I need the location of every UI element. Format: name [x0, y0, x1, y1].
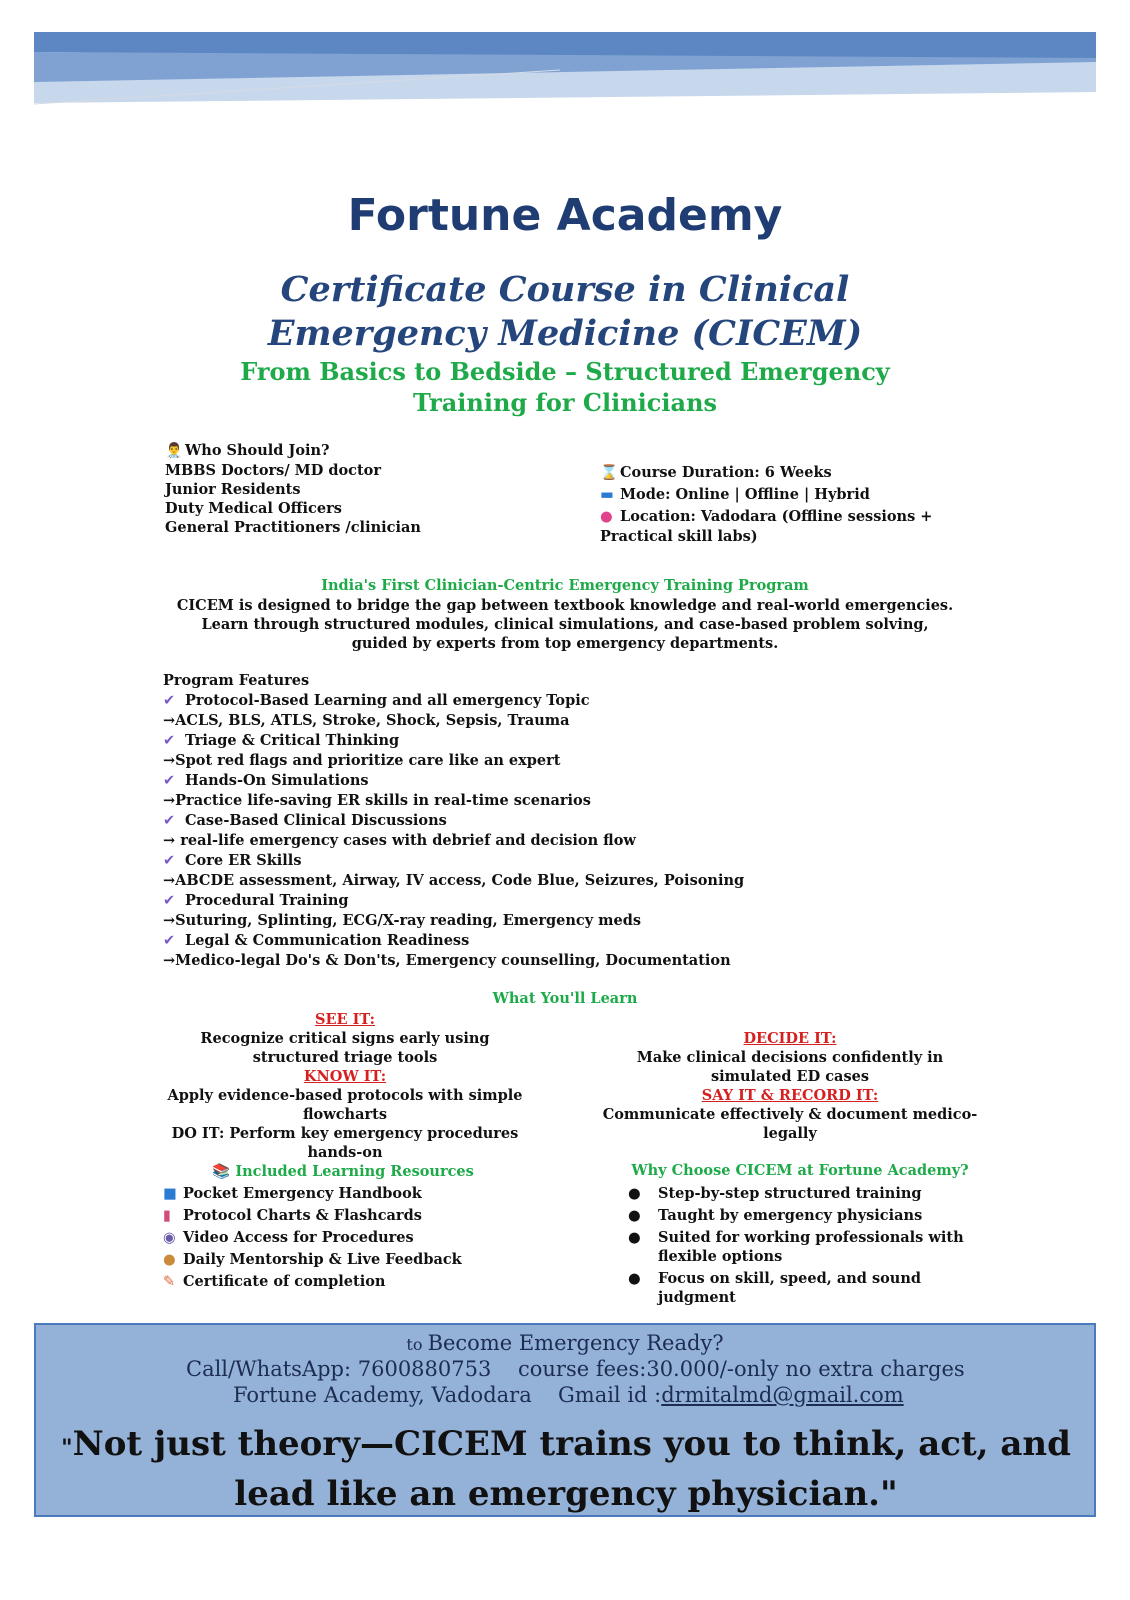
cta-fees: course fees:30.000/-only no extra charges: [518, 1357, 965, 1381]
feature-detail: Suturing, Splinting, ECG/X-ray reading, Emergency meds: [175, 912, 642, 929]
feature-detail-row: [163, 791, 863, 811]
duration-row: [600, 463, 980, 483]
why-choose: [620, 1161, 980, 1310]
know-it-text: Apply evidence-based protocols with simple flowcharts: [167, 1087, 523, 1123]
feature-detail: Practice life-saving ER skills in real-time scenarios: [175, 792, 591, 809]
arrow-icon: →: [163, 752, 176, 769]
call-to-action-box: [34, 1323, 1096, 1517]
cta-question-prefix: to: [406, 1335, 428, 1354]
bullet-icon: ●: [628, 1207, 641, 1224]
feature-title-row: [163, 691, 863, 711]
course-mode: Mode: Online | Offline | Hybrid: [620, 486, 870, 503]
why-item: [620, 1184, 980, 1203]
why-item: [620, 1228, 980, 1266]
resource-label: Certificate of completion: [183, 1273, 386, 1290]
feature-detail: Medico-legal Do's & Don'ts, Emergency counselling, Documentation: [175, 952, 731, 969]
header-wave-band: [0, 0, 1130, 120]
books-icon: 📚: [212, 1164, 231, 1180]
check-icon: ✔: [163, 693, 176, 709]
video-camera-icon: ◉: [163, 1230, 176, 1246]
feature-title-row: [163, 851, 863, 871]
learn-left-column: [160, 1010, 530, 1162]
resource-label: Pocket Emergency Handbook: [183, 1185, 422, 1202]
why-item: [620, 1269, 980, 1307]
resource-item: [163, 1227, 563, 1249]
feature-detail: ABCDE assessment, Airway, IV access, Code Blue, Seizures, Poisoning: [175, 872, 745, 889]
who-item: Junior Residents: [165, 481, 301, 498]
resource-item: [163, 1183, 563, 1205]
why-item-text: Taught by emergency physicians: [658, 1207, 923, 1224]
decide-it-label: DECIDE IT:: [743, 1030, 837, 1047]
feature-title: Legal & Communication Readiness: [185, 932, 470, 949]
who-heading-row: [165, 441, 545, 461]
check-icon: ✔: [163, 853, 176, 869]
who-item: General Practitioners /clinician: [165, 519, 421, 536]
certificate-icon: ✎: [163, 1274, 176, 1290]
arrow-icon: →: [163, 792, 176, 809]
book-icon: ■: [163, 1186, 177, 1202]
feature-title-row: [163, 771, 863, 791]
features-heading: Program Features: [163, 672, 310, 689]
decide-it-text: Make clinical decisions confidently in simulated ED cases: [636, 1049, 944, 1085]
mentor-icon: ●: [163, 1252, 176, 1268]
resource-item: [163, 1271, 563, 1293]
feature-title-row: [163, 931, 863, 951]
know-it-label: KNOW IT:: [303, 1068, 387, 1085]
email-link[interactable]: drmitalmd@gmail.com: [661, 1383, 904, 1407]
bullet-icon: ●: [628, 1229, 641, 1246]
cta-phone[interactable]: Call/WhatsApp: 7600880753: [186, 1357, 492, 1381]
resource-item: [163, 1205, 563, 1227]
check-icon: ✔: [163, 733, 176, 749]
resource-label: Protocol Charts & Flashcards: [183, 1207, 422, 1224]
say-it-label: SAY IT & RECORD IT:: [701, 1087, 879, 1104]
bullet-icon: ●: [628, 1185, 641, 1202]
feature-detail-row: [163, 711, 863, 731]
program-features: [163, 671, 863, 971]
course-duration: Course Duration: 6 Weeks: [620, 464, 832, 481]
say-it-text: Communicate effectively & document medico-legally: [602, 1106, 978, 1142]
feature-title-row: [163, 891, 863, 911]
feature-detail-row: [163, 951, 863, 971]
feature-title: Procedural Training: [185, 892, 349, 909]
cta-address: Fortune Academy, Vadodara: [233, 1383, 532, 1407]
feature-detail-row: [163, 831, 863, 851]
see-it-text: Recognize critical signs early using structured triage tools: [200, 1030, 490, 1066]
check-icon: ✔: [163, 893, 176, 909]
feature-title: Hands-On Simulations: [185, 772, 369, 789]
cta-gmail-label: Gmail id :: [558, 1383, 662, 1407]
resource-label: Video Access for Procedures: [183, 1229, 414, 1246]
arrow-icon: →: [163, 872, 176, 889]
learning-resources: [163, 1161, 563, 1293]
see-it-label: SEE IT:: [314, 1011, 376, 1028]
resource-label: Daily Mentorship & Live Feedback: [183, 1251, 462, 1268]
tagline: From Basics to Bedside – Structured Emergency Training for Clinicians: [240, 357, 890, 417]
feature-detail-row: [163, 911, 863, 931]
mode-row: [600, 485, 980, 505]
resources-heading-row: [163, 1161, 523, 1183]
feature-detail: ACLS, BLS, ATLS, Stroke, Shock, Sepsis, Trauma: [175, 712, 570, 729]
course-location: Location: Vadodara (Offline sessions + Practical skill labs): [600, 508, 933, 545]
why-item-text: Focus on skill, speed, and sound judgment: [658, 1270, 922, 1306]
brand-title: Fortune Academy: [347, 190, 783, 241]
arrow-icon: →: [163, 912, 176, 929]
feature-title-row: [163, 811, 863, 831]
who-item: Duty Medical Officers: [165, 500, 342, 517]
course-title: Certificate Course in Clinical Emergency Medicine (CICEM): [267, 269, 863, 354]
check-icon: ✔: [163, 933, 176, 949]
course-info: [600, 463, 980, 546]
intro-heading: India's First Clinician-Centric Emergency Training Program: [321, 577, 809, 594]
bullet-icon: ●: [628, 1270, 641, 1287]
who-heading: Who Should Join?: [185, 442, 330, 459]
person-icon: 👨‍⚕️: [165, 443, 184, 459]
cta-question-text: Become Emergency Ready?: [427, 1331, 724, 1355]
why-item-text: Suited for working professionals with flexible options: [658, 1229, 964, 1265]
arrow-icon: →: [163, 832, 176, 849]
feature-detail: Spot red flags and prioritize care like an expert: [175, 752, 561, 769]
feature-title: Case-Based Clinical Discussions: [185, 812, 447, 829]
check-icon: ✔: [163, 813, 176, 829]
feature-title: Triage & Critical Thinking: [185, 732, 400, 749]
feature-title: Protocol-Based Learning and all emergency Topic: [185, 692, 590, 709]
quote-text: Not just theory—CICEM trains you to think, act, and lead like an emergency physician.": [72, 1424, 1071, 1514]
why-heading: Why Choose CICEM at Fortune Academy?: [631, 1162, 969, 1179]
who-should-join: [165, 441, 545, 537]
intro-text: CICEM is designed to bridge the gap between textbook knowledge and real-world emergencies. Learn through structured modules, clinical simulations, and case-based problem solving, guided by experts from top emergency departments.: [176, 597, 954, 652]
location-row: [600, 507, 980, 546]
feature-title: Core ER Skills: [185, 852, 302, 869]
arrow-icon: →: [163, 952, 176, 969]
resources-heading: Included Learning Resources: [235, 1163, 474, 1180]
feature-detail-row: [163, 751, 863, 771]
feature-detail: real-life emergency cases with debrief and decision flow: [175, 832, 636, 849]
hourglass-icon: ⌛: [600, 465, 619, 481]
arrow-icon: →: [163, 712, 176, 729]
learn-right-column: [600, 1029, 980, 1143]
why-item-text: Step-by-step structured training: [658, 1185, 922, 1202]
feature-title-row: [163, 731, 863, 751]
learn-heading: What You'll Learn: [492, 990, 638, 1007]
feature-detail-row: [163, 871, 863, 891]
quote-open-mark: ": [61, 1435, 73, 1461]
do-it-text: DO IT: Perform key emergency procedures hands-on: [171, 1125, 519, 1161]
laptop-icon: ▬: [600, 487, 614, 503]
cta-question: [36, 1331, 1094, 1355]
who-item: MBBS Doctors/ MD doctor: [165, 462, 381, 479]
cta-gmail-row: [558, 1383, 904, 1407]
map-pin-icon: ●: [600, 509, 613, 525]
why-item: [620, 1206, 980, 1225]
chart-icon: ▮: [163, 1208, 171, 1224]
cta-quote: [46, 1421, 1086, 1517]
resource-item: [163, 1249, 563, 1271]
check-icon: ✔: [163, 773, 176, 789]
